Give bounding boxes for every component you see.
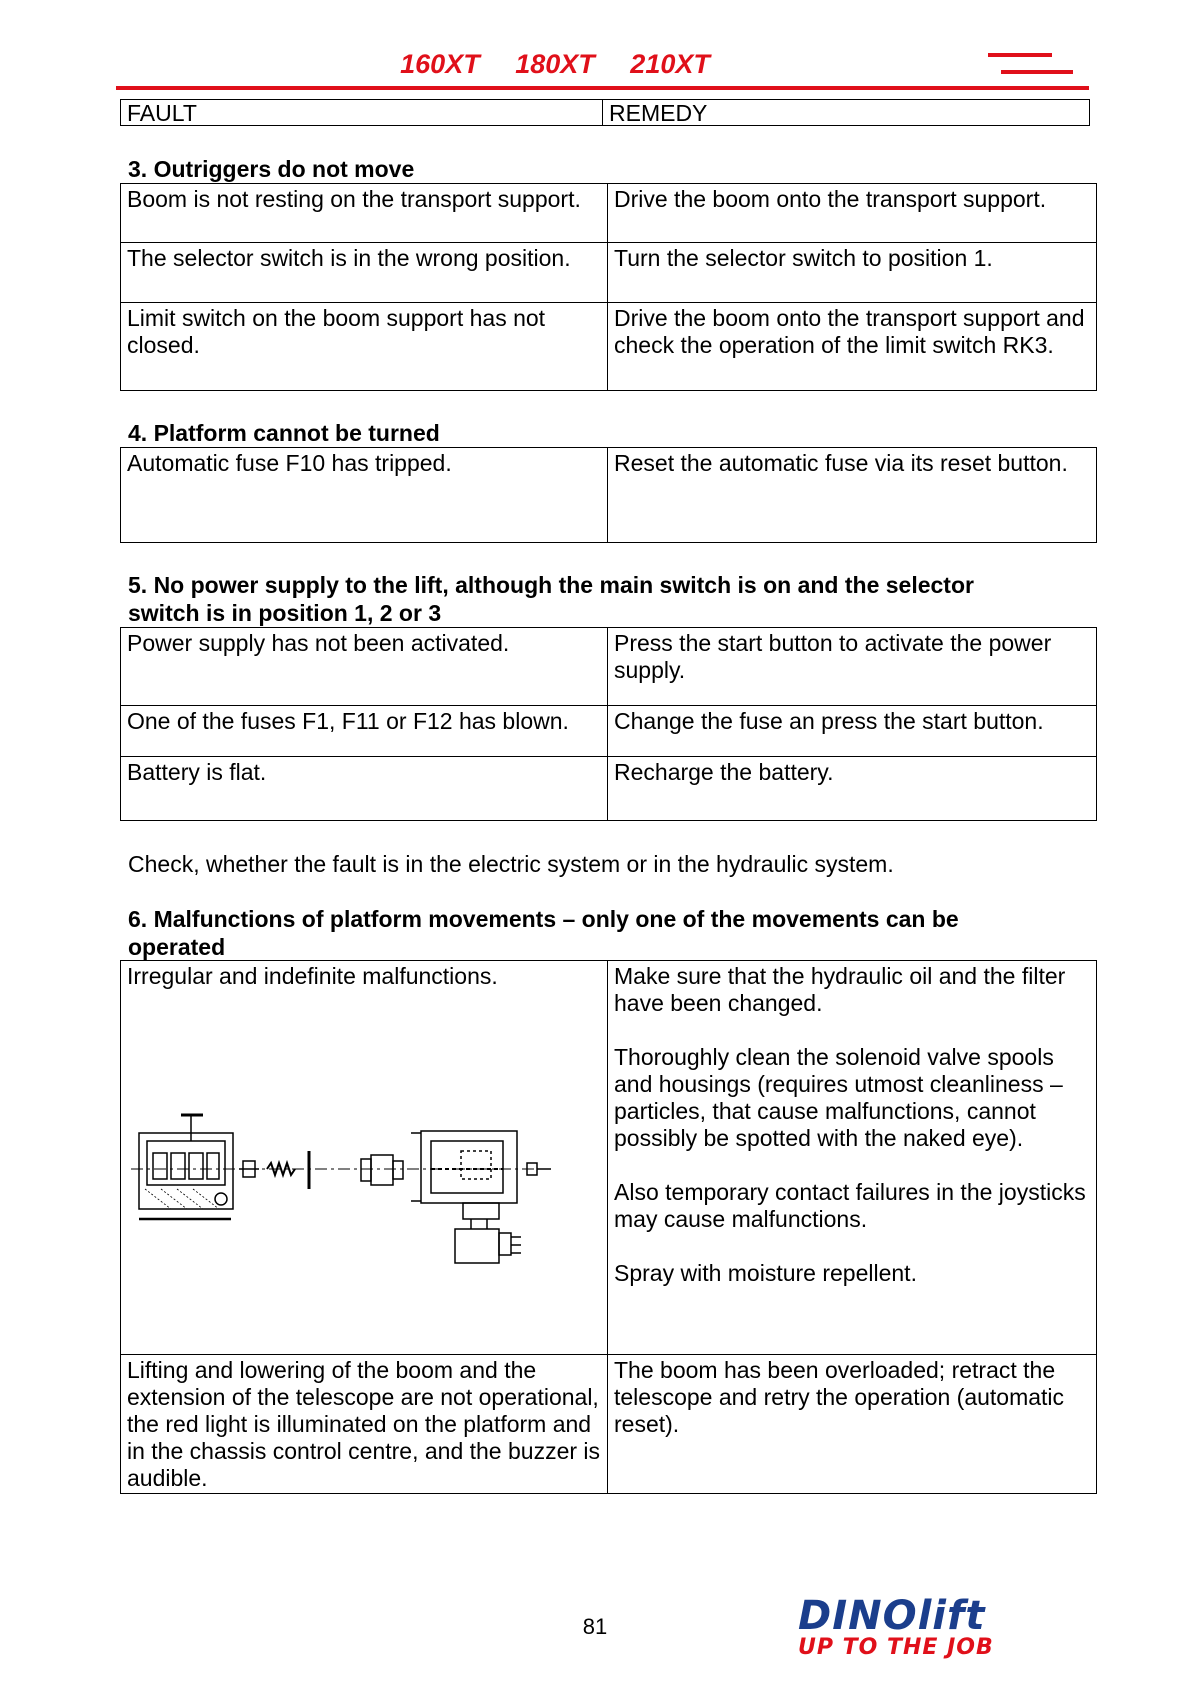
section-title-3: 3. Outriggers do not move [128,156,415,182]
fault-cell: Lifting and lowering of the boom and the extension of the telescope are not operational, the red light is illuminated on the platform and in the chassis control centre, and the buzzer is audible. [121,1355,608,1494]
table-row [121,184,1097,243]
fault-cell: Boom is not resting on the transport support. [121,184,608,243]
table-row [121,757,1097,821]
remedy-cell: Drive the boom onto the transport support and check the operation of the limit switch RK3. [608,303,1097,391]
remedy-paragraph: Thoroughly clean the solenoid valve spools and housings (requires utmost cleanliness – particles, that cause malfunctions, cannot possibly be spotted with the naked eye). [614,1044,1063,1151]
model-160xt: 160XT [400,49,480,79]
table-row [121,706,1097,757]
section-table-6 [120,960,1097,1494]
table-row [121,628,1097,706]
section-table-3 [120,183,1097,391]
remedy-cell: Turn the selector switch to position 1. [608,243,1097,303]
dinolift-logo [798,1593,1008,1666]
model-180xt: 180XT [515,49,595,79]
fault-cell: Battery is flat. [121,757,608,821]
remedy-cell: Change the fuse an press the start button. [608,706,1097,757]
remedy-cell: The boom has been overloaded; retract the telescope and retry the operation (automatic reset). [608,1355,1097,1494]
fault-text: Irregular and indefinite malfunctions. [127,963,498,989]
header-rule [116,86,1089,90]
section-table-5 [120,627,1097,821]
header-mark-top [988,53,1052,57]
table-row [121,448,1097,543]
model-header [0,49,1110,80]
logo-name: DINOlift [798,1593,986,1639]
logo-tagline: UP TO THE JOB [798,1635,994,1660]
header-mark-bottom [1001,70,1073,74]
remedy-paragraph: Also temporary contact failures in the joysticks may cause malfunctions. [614,1179,1086,1232]
remedy-cell: Drive the boom onto the transport support. [608,184,1097,243]
section-table-4 [120,447,1097,543]
model-210xt: 210XT [630,49,710,79]
remedy-cell: Reset the automatic fuse via its reset button. [608,448,1097,543]
page-number: 81 [582,1614,608,1639]
table-row [121,961,1097,1355]
remedy-cell: Press the start button to activate the power supply. [608,628,1097,706]
table-row [121,303,1097,391]
fault-cell: Automatic fuse F10 has tripped. [121,448,608,543]
solenoid-valve-diagram [131,1111,571,1271]
table-row [121,243,1097,303]
table-row [121,1355,1097,1494]
column-fault: FAULT [121,100,603,125]
fault-cell: One of the fuses F1, F11 or F12 has blown. [121,706,608,757]
section-title-6: 6. Malfunctions of platform movements – only one of the movements can be operated [128,906,959,960]
column-header-table [120,99,1090,126]
section-title-4: 4. Platform cannot be turned [128,420,440,446]
remedy-cell [608,961,1097,1355]
fault-cell: The selector switch is in the wrong position. [121,243,608,303]
column-remedy: REMEDY [609,100,708,126]
fault-cell [121,961,608,1355]
diagnostic-note: Check, whether the fault is in the electric system or in the hydraulic system. [128,851,894,877]
fault-cell: Limit switch on the boom support has not closed. [121,303,608,391]
remedy-paragraph: Spray with moisture repellent. [614,1260,917,1286]
remedy-cell: Recharge the battery. [608,757,1097,821]
remedy-paragraph: Make sure that the hydraulic oil and the filter have been changed. [614,963,1066,1016]
fault-cell: Power supply has not been activated. [121,628,608,706]
section-title-5: 5. No power supply to the lift, although the main switch is on and the selector switch is in position 1, 2 or 3 [128,572,974,626]
